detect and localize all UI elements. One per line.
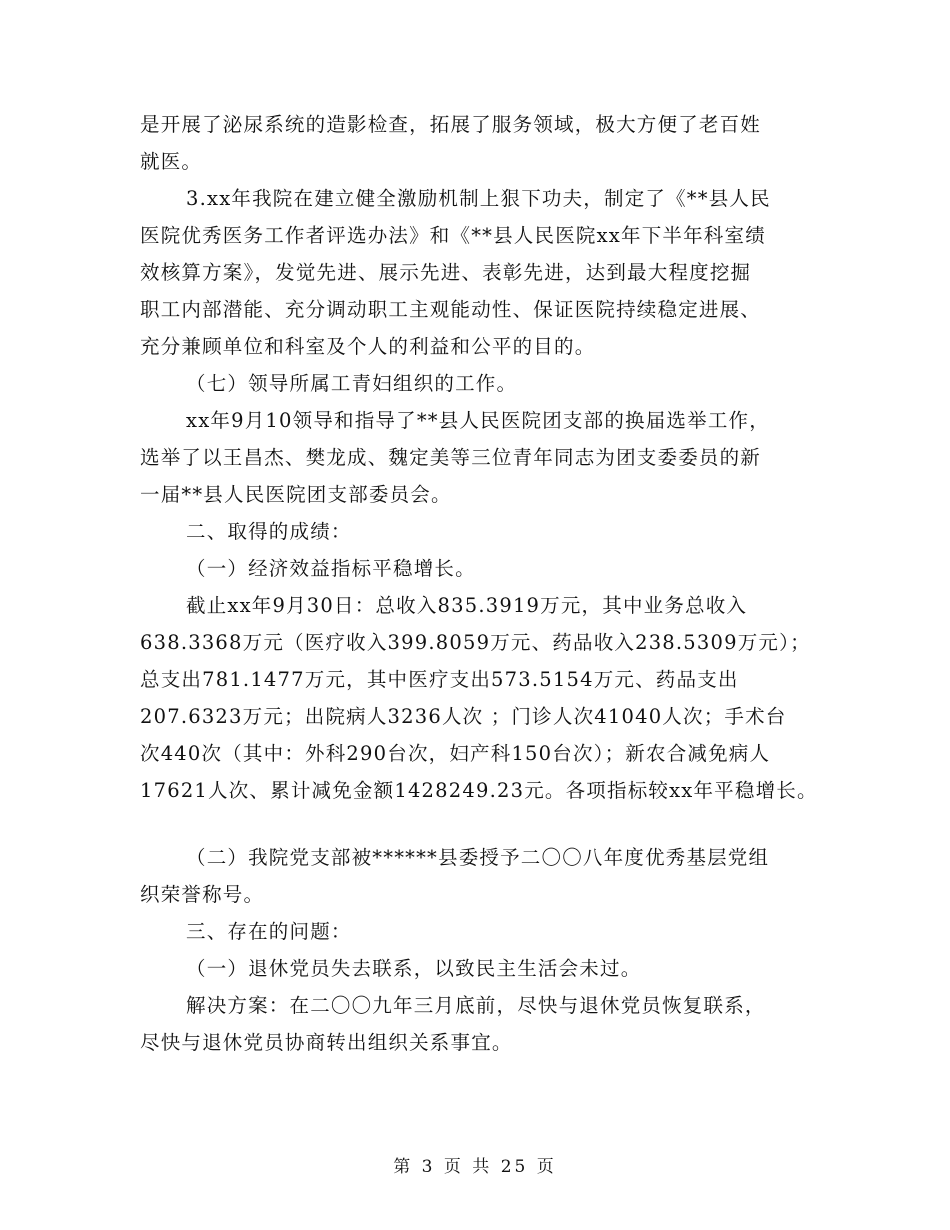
- body-line-6: 职工内部潜能、充分调动职工主观能动性、保证医院持续稳定进展、: [140, 298, 762, 321]
- page-footer: 第 3 页 共 25 页: [393, 1157, 557, 1177]
- body-line-7: 充分兼顾单位和科室及个人的利益和公平的目的。: [140, 335, 596, 358]
- body-line-3: 3.xx年我院在建立健全激励机制上狠下功夫，制定了《**县人民: [186, 187, 771, 210]
- body-line-9: xx年9月10领导和指导了**县人民医院团支部的换届选举工作，: [186, 409, 770, 432]
- body-line-16: 总支出781.1477万元，其中医疗支出573.5154万元、药品支出: [140, 668, 739, 691]
- section-heading-achievements: 二、取得的成绩：: [186, 520, 352, 543]
- body-line-17: 207.6323万元；出院病人3236人次 ；门诊人次41040人次；手术台: [140, 705, 787, 728]
- body-line-14: 截止xx年9月30日：总收入835.3919万元，其中业务总收入: [186, 594, 748, 617]
- body-line-4: 医院优秀医务工作者评选办法》和《**县人民医院xx年下半年科室绩: [140, 224, 766, 247]
- body-line-25: 尽快与退休党员协商转出组织关系事宜。: [140, 1031, 513, 1054]
- body-line-1: 是开展了泌尿系统的造影检查，拓展了服务领域，极大方便了老百姓: [140, 113, 762, 136]
- body-line-24: 解决方案：在二〇〇九年三月底前，尽快与退休党员恢复联系，: [186, 994, 766, 1017]
- body-line-19: 17621人次、累计减免金额1428249.23元。各项指标较xx年平稳增长。: [140, 779, 818, 802]
- subsection-heading-1: （一）经济效益指标平稳增长。: [186, 557, 476, 580]
- body-line-5: 效核算方案》，发觉先进、展示先进、表彰先进，达到最大程度挖掘: [140, 261, 752, 284]
- subsection-heading-2: （二）我院党支部被******县委授予二〇〇八年度优秀基层党组: [186, 846, 770, 869]
- body-line-2: 就医。: [140, 150, 203, 173]
- body-line-11: 一届**县人民医院团支部委员会。: [140, 483, 452, 506]
- section-heading-problems: 三、存在的问题：: [186, 920, 352, 943]
- body-line-18: 次440次（其中：外科290台次，妇产科150台次）；新农合减免病人: [140, 742, 771, 765]
- body-line-15: 638.3368万元（医疗收入399.8059万元、药品收入238.5309万元）；: [140, 631, 811, 654]
- body-line-21: 织荣誉称号。: [140, 883, 265, 906]
- body-line-10: 选举了以王昌杰、樊龙成、魏定美等三位青年同志为团支委委员的新: [140, 446, 762, 469]
- subsection-heading-problem-1: （一）退休党员失去联系，以致民主生活会未过。: [186, 957, 642, 980]
- section-heading-7: （七）领导所属工青妇组织的工作。: [186, 372, 518, 395]
